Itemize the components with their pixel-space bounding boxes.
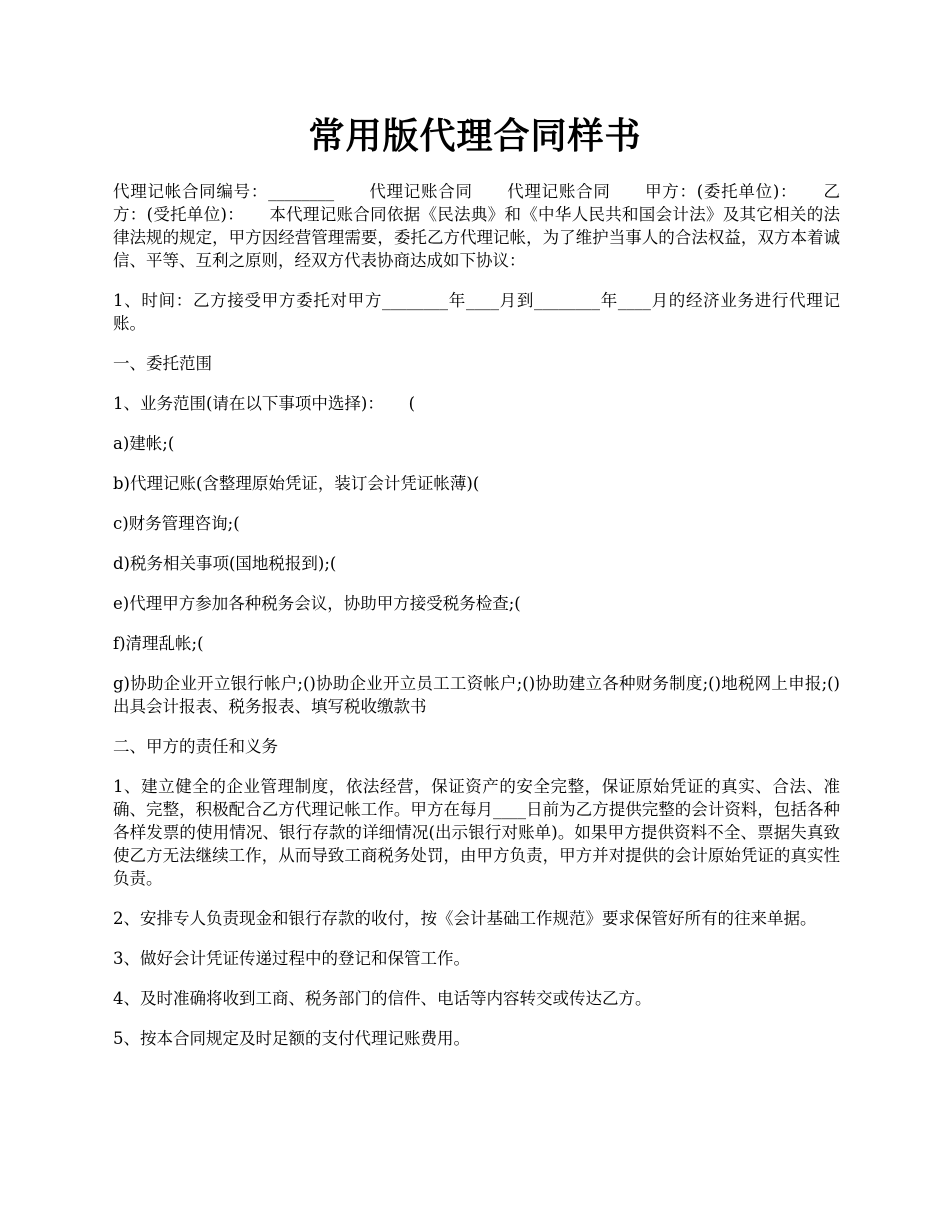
scope-item-a: a)建帐;(: [113, 434, 175, 453]
scope-item-f: f)清理乱帐;(: [113, 634, 204, 653]
document-title: 常用版代理合同样书: [308, 115, 642, 157]
party-a-duty-3: 3、做好会计凭证传递过程中的登记和保管工作。: [113, 949, 470, 968]
scope-item-e: e)代理甲方参加各种税务会议，协助甲方接受税务检查;(: [113, 594, 521, 613]
party-a-duty-5: 5、按本合同规定及时足额的支付代理记账费用。: [113, 1029, 470, 1048]
party-a-duty-4: 4、及时准确将收到工商、税务部门的信件、电话等内容转交或传达乙方。: [113, 989, 652, 1008]
term-paragraph: 1、时间：乙方接受甲方委托对甲方________年____月到________年____月的经济业务进行代理记账。: [113, 291, 840, 333]
scope-item-b: b)代理记账(含整理原始凭证，装订会计凭证帐薄)(: [113, 474, 480, 493]
scope-item-c: c)财务管理咨询;(: [113, 514, 240, 533]
scope-intro: 1、业务范围(请在以下事项中选择)： (: [113, 394, 416, 413]
party-a-duty-2: 2、安排专人负责现金和银行存款的收付，按《会计基础工作规范》要求保管好所有的往来单据。: [113, 909, 817, 928]
scope-item-d: d)税务相关事项(国地税报到);(: [113, 554, 337, 573]
intro-paragraph: 代理记帐合同编号：________ 代理记账合同 代理记账合同 甲方：(委托单位)： 乙方：(受托单位)： 本代理记账合同依据《民法典》和《中华人民共和国会计法》及其它相关的法律法规的规定，甲方因经营管理需要，委托乙方代理记帐，为了维护当事人的合法权益，双方本着诚信、平等、互利之原则，经双方代表协商达成如下协议：: [113, 182, 840, 270]
section-heading-party-a: 二、甲方的责任和义务: [113, 737, 278, 756]
document-body: [113, 180, 840, 1067]
section-heading-scope: 一、委托范围: [113, 354, 212, 373]
scope-item-g: g)协助企业开立银行帐户;()协助企业开立员工工资帐户;()协助建立各种财务制度;()地税网上申报;()出具会计报表、税务报表、填写税收缴款书: [113, 674, 840, 716]
party-a-duty-1: 1、建立健全的企业管理制度，依法经营，保证资产的安全完整，保证原始凭证的真实、合法、准确、完整，积极配合乙方代理记帐工作。甲方在每月____日前为乙方提供完整的会计资料，包括各种各样发票的使用情况、银行存款的详细情况(出示银行对账单)。如果甲方提供资料不全、票据失真致使乙方无法继续工作，从而导致工商税务处罚，由甲方负责，甲方并对提供的会计原始凭证的真实性负责。: [113, 777, 840, 888]
